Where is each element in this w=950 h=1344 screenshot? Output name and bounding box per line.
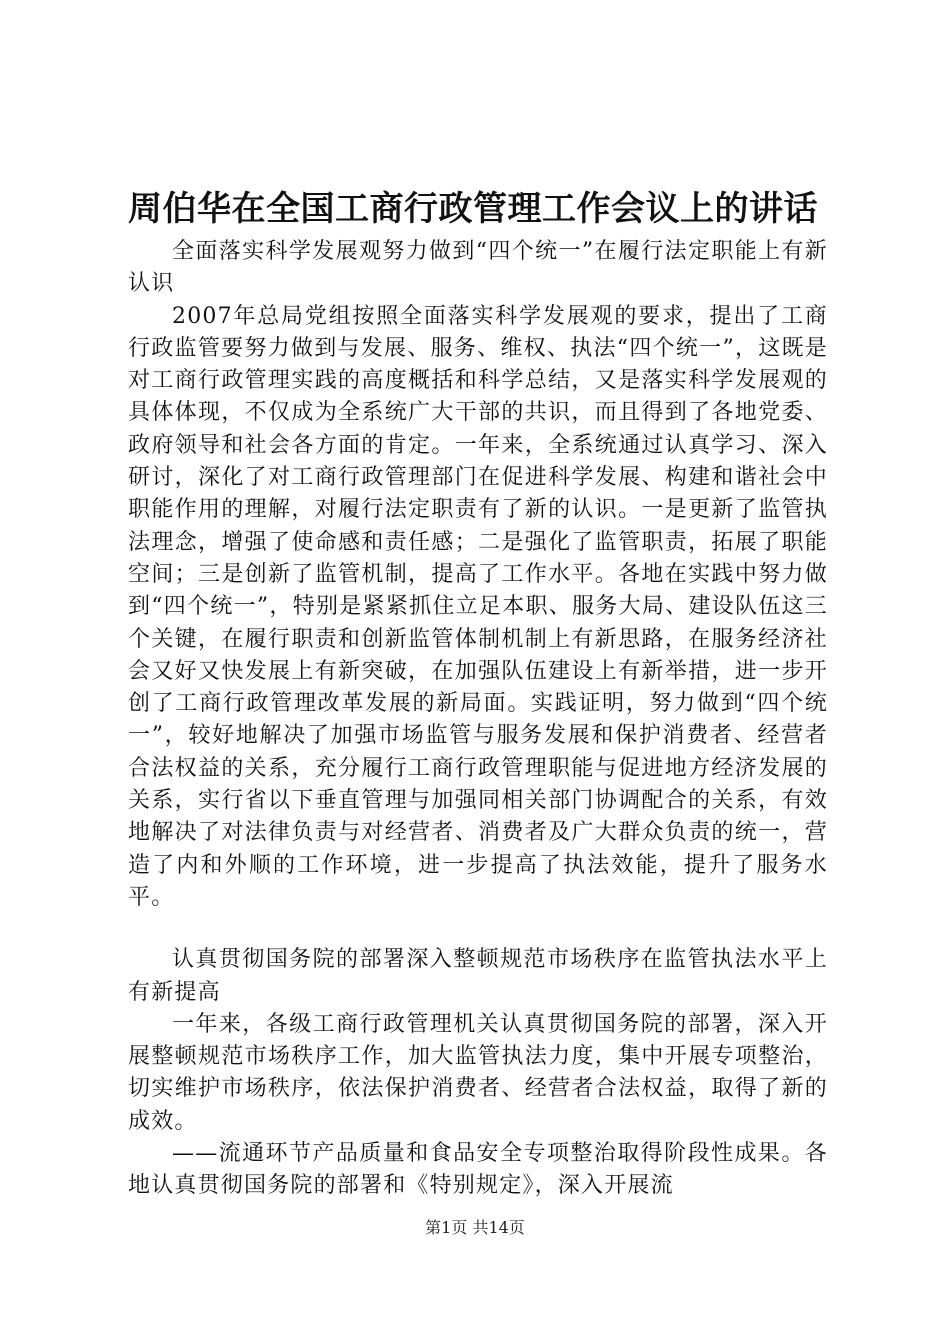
body-paragraph-1: 2007年总局党组按照全面落实科学发展观的要求，提出了工商行政监管要努力做到与发展、服务、维权、执法“四个统一”，这既是对工商行政管理实践的高度概括和科学总结，又是落实科学发展观的具体体现，不仅成为全系统广大干部的共识，而且得到了各地党委、政府领导和社会各方面的肯定。一年来，全系统通过认真学习、深入研讨，深化了对工商行政管理部门在促进科学发展、构建和谐社会中职能作用的理解，对履行法定职责有了新的认识。一是更新了监管执法理念，增强了使命感和责任感；二是强化了监管职责，拓展了职能空间；三是创新了监管机制，提高了工作水平。各地在实践中努力做到“四个统一”，特别是紧紧抓住立足本职、服务大局、建设队伍这三个关键，在履行职责和创新监管体制机制上有新思路，在服务经济社会又好又快发展上有新突破，在加强队伍建设上有新举措，进一步开创了工商行政管理改革发展的新局面。实践证明，努力做到“四个统一”，较好地解决了加强市场监管与服务发展和保护消费者、经营者合法权益的关系，充分履行工商行政管理职能与促进地方经济发展的关系，实行省以下垂直管理与加强同相关部门协调配合的关系，有效地解决了对法律负责与对经营者、消费者及广大群众负责的统一，营造了内和外顺的工作环境，进一步提高了执法效能，提升了服务水平。 [128,303,828,910]
paragraph-gap [128,914,828,944]
section-heading-1: 全面落实科学发展观努力做到“四个统一”在履行法定职能上有新认识 [128,239,828,297]
page-number-footer: 第1页 共14页 [425,1218,525,1237]
body-paragraph-3: ——流通环节产品质量和食品安全专项整治取得阶段性成果。各地认真贯彻国务院的部署和《特别规定》，深入开展流 [128,1141,828,1199]
body-paragraph-2: 一年来，各级工商行政管理机关认真贯彻国务院的部署，深入开展整顿规范市场秩序工作，加大监管执法力度，集中开展专项整治，切实维护市场秩序，依法保护消费者、经营者合法权益，取得了新的成效。 [128,1011,828,1134]
section-heading-2: 认真贯彻国务院的部署深入整顿规范市场秩序在监管执法水平上有新提高 [128,947,828,1005]
document-body [128,236,828,1203]
document-title: 周伯华在全国工商行政管理工作会议上的讲话 [128,189,818,229]
